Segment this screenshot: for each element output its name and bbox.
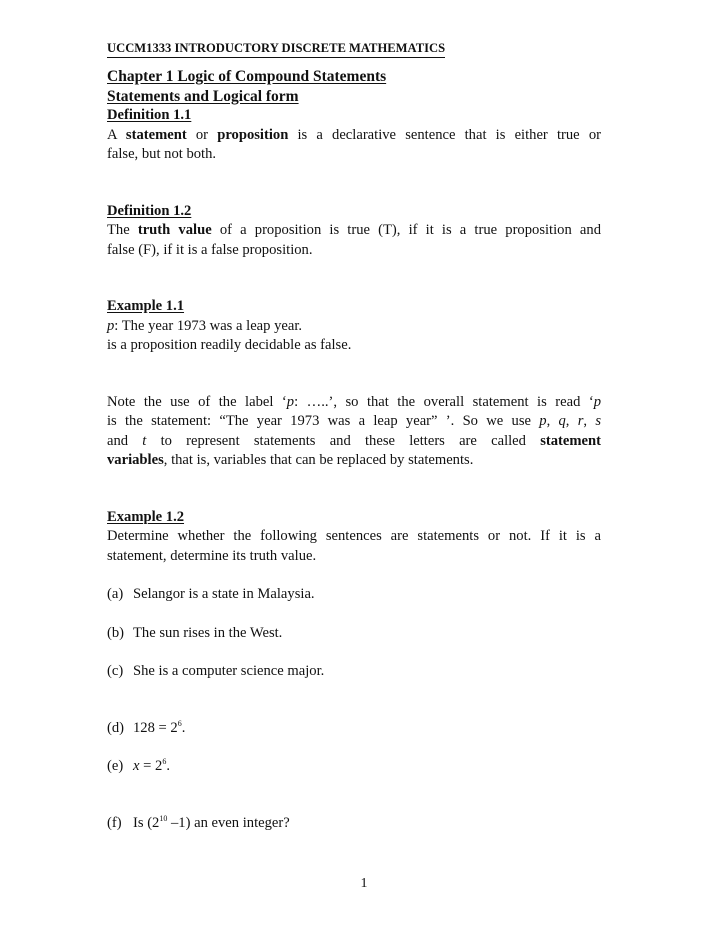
example-1-1-line-1: p: The year 1973 was a leap year. bbox=[107, 317, 303, 334]
list-item-e: (e) $x = 2^6$. bbox=[107, 757, 170, 774]
note-line-3: and t to represent statements and these letters are called statement bbox=[107, 432, 601, 449]
page-number: 1 bbox=[360, 876, 368, 891]
note-line-1: Note the use of the label ‘p: …..’, so that the overall statement is read ‘p bbox=[107, 393, 602, 410]
list-item-f: (f) Is ($2^{10}$ –1) an even integer? bbox=[107, 813, 290, 831]
definition-1-1-line-1: A statement or proposition is a declarative sentence that is either true or bbox=[107, 126, 601, 143]
definition-1-2-title: Definition 1.2 bbox=[107, 202, 192, 219]
chapter-title: Chapter 1 Logic of Compound Statements bbox=[107, 68, 387, 85]
note-line-2: is the statement: “The year 1973 was a leap year” ’. So we use p, q, r, s bbox=[107, 413, 602, 429]
definition-1-2-line-2: false (F), if it is a false proposition. bbox=[107, 241, 313, 258]
definition-1-1-title: Definition 1.1 bbox=[107, 107, 192, 123]
section-title: Statements and Logical form bbox=[107, 87, 299, 105]
list-item-a: (a) Selangor is a state in Malaysia. bbox=[107, 586, 315, 602]
definition-1-1-line-2: false, but not both. bbox=[107, 146, 217, 162]
example-1-2-line-2: statement, determine its truth value. bbox=[107, 547, 317, 564]
example-1-1-title: Example 1.1 bbox=[107, 298, 185, 314]
note-line-4: variables, that is, variables that can be replaced by statements. bbox=[107, 452, 474, 468]
definition-1-2-line-1: The truth value of a proposition is true (T), if it is a true proposition and bbox=[107, 222, 601, 238]
example-1-2-title: Example 1.2 bbox=[107, 508, 185, 525]
document-page bbox=[107, 40, 601, 833]
list-item-d: (d) $128 = 2^6$. bbox=[107, 718, 186, 736]
list-item-c: (c) She is a computer science major. bbox=[107, 663, 325, 679]
example-1-2-line-1: Determine whether the following sentences are statements or not. If it is a bbox=[107, 528, 601, 544]
list-item-b: (b) The sun rises in the West. bbox=[107, 624, 283, 641]
example-1-1-line-2: is a proposition readily decidable as false. bbox=[107, 337, 352, 353]
running-header: UCCM1333 INTRODUCTORY DISCRETE MATHEMATICS bbox=[107, 40, 445, 58]
